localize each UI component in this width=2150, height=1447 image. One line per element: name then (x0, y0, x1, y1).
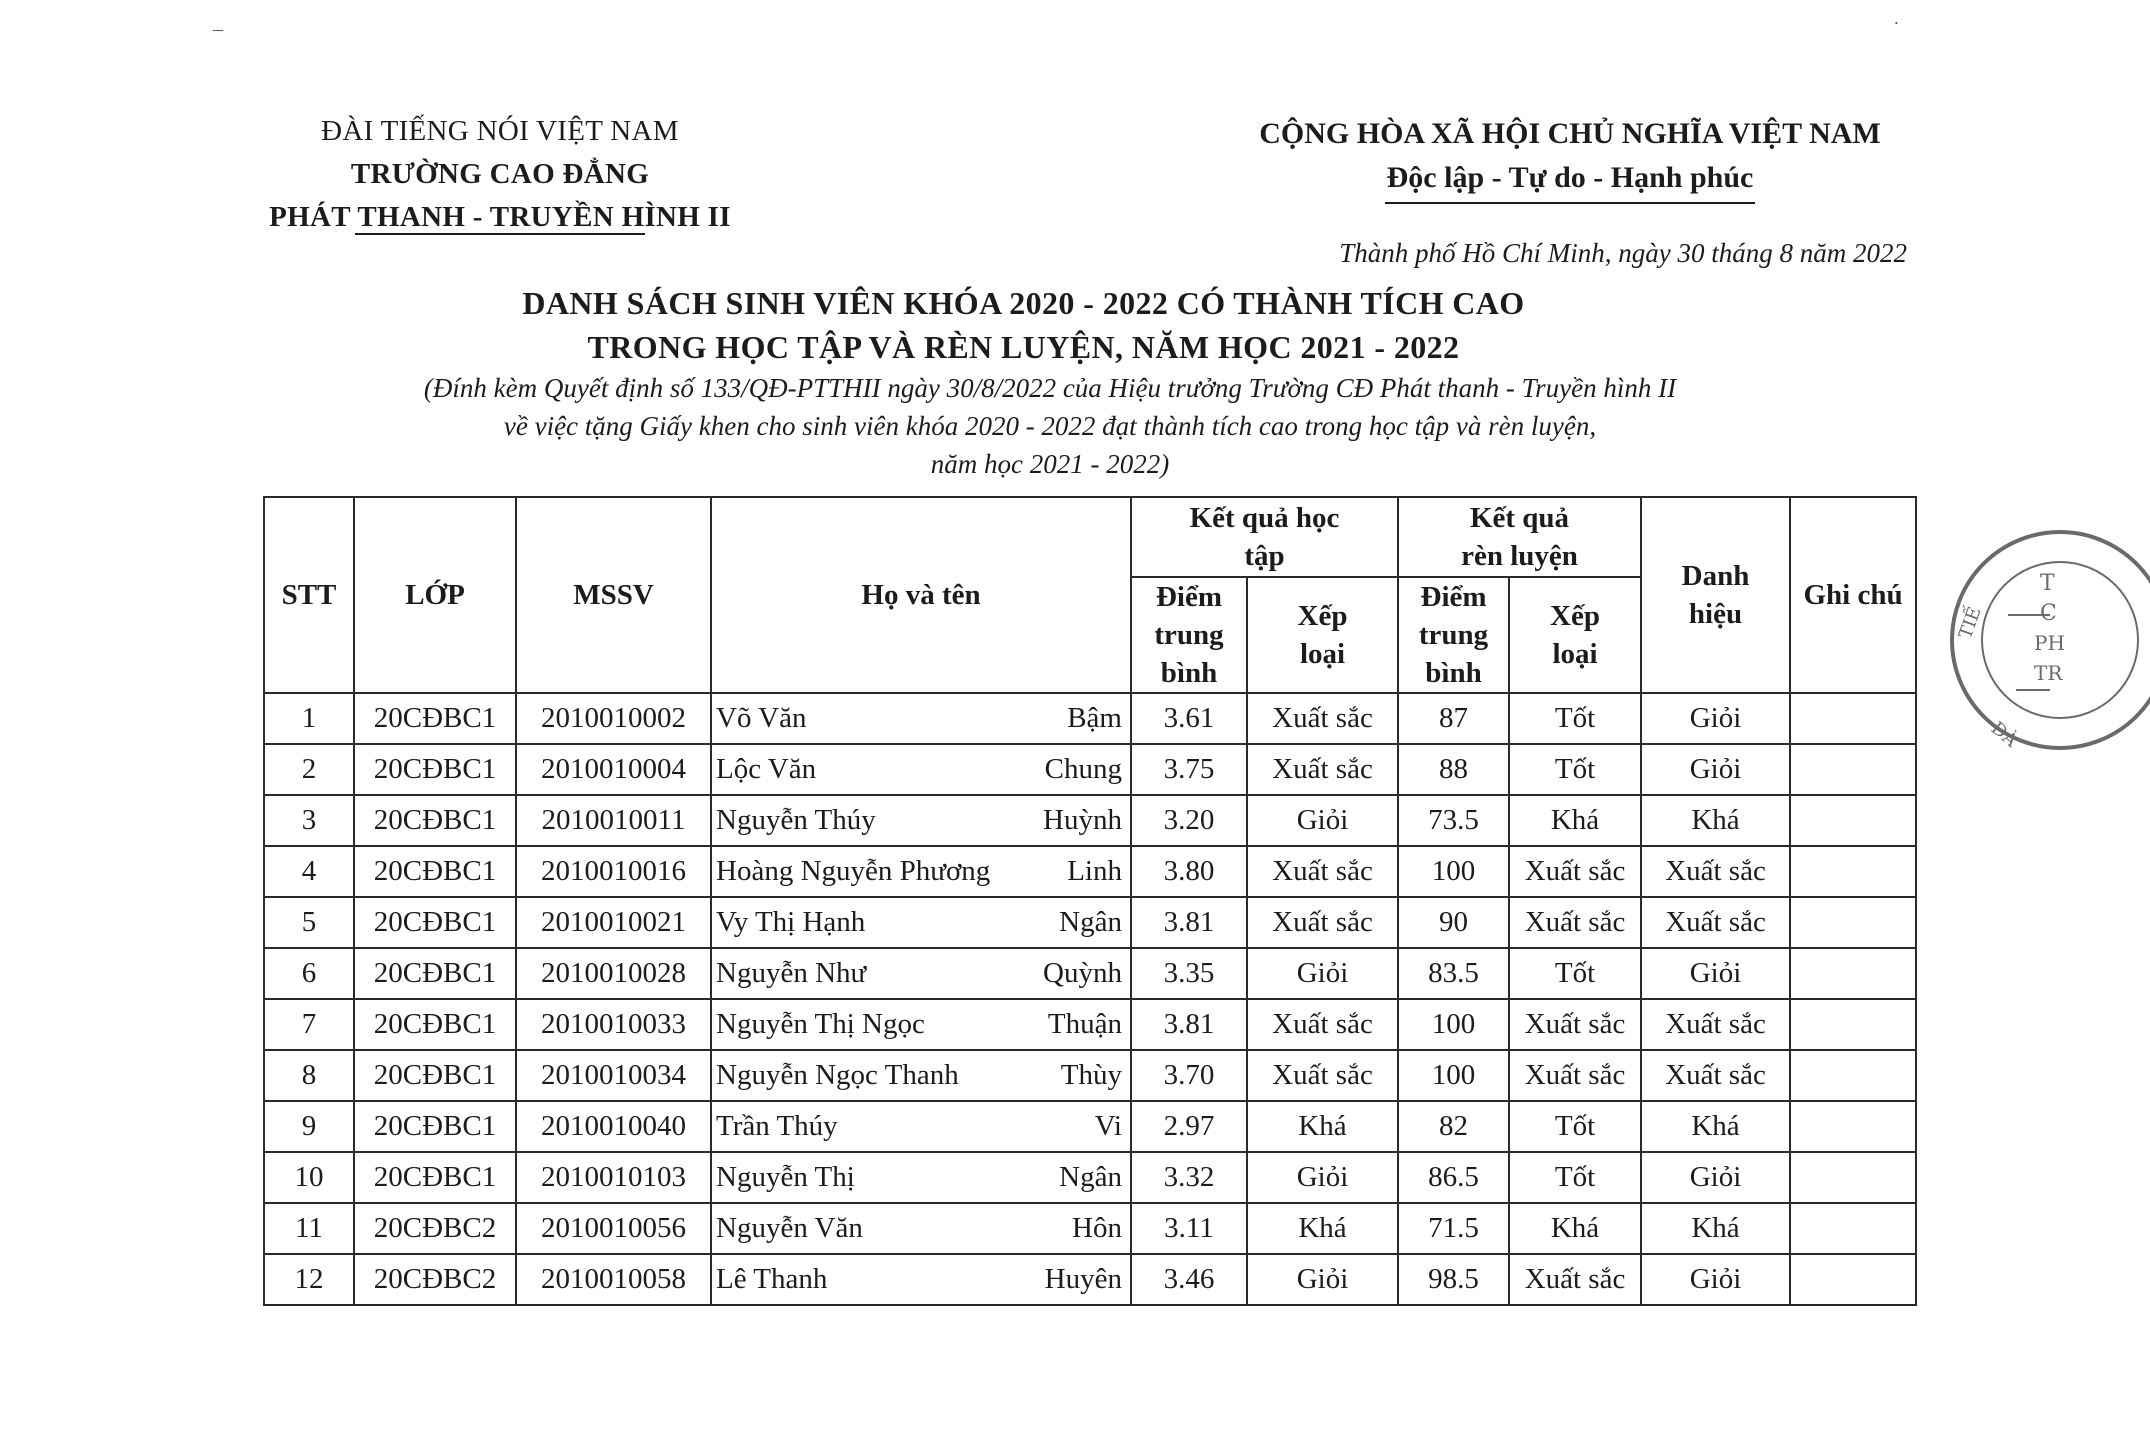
cell-xep-loai-hoc-tap: Xuất sắc (1247, 897, 1398, 948)
cell-danh-hieu: Xuất sắc (1641, 1050, 1790, 1101)
given-name: Hôn (1072, 1212, 1122, 1244)
cell-ghi-chu (1790, 1254, 1916, 1305)
scan-mark: – (213, 18, 223, 40)
surname: Lộc Văn (716, 753, 817, 785)
table-row (264, 1101, 1916, 1152)
cell-diem-hoc-tap: 3.75 (1131, 744, 1247, 795)
surname: Nguyễn Như (716, 957, 867, 989)
document-title (0, 281, 2047, 369)
subtitle-line-3: năm học 2021 - 2022) (930, 449, 1170, 479)
cell-ho-ten (711, 795, 1131, 846)
col-diem-tb-ren-luyen: Điểm trung bình (1398, 577, 1509, 693)
cell-xep-loai-ren-luyen: Xuất sắc (1509, 846, 1641, 897)
cell-mssv: 2010010103 (516, 1152, 711, 1203)
cell-mssv: 2010010016 (516, 846, 711, 897)
cell-xep-loai-ren-luyen: Tốt (1509, 744, 1641, 795)
document-subtitle (300, 369, 1800, 483)
table-row (264, 897, 1916, 948)
subtitle-line-2: về việc tặng Giấy khen cho sinh viên khóa 2020 - 2022 đạt thành tích cao trong học tập và rèn luyện, (503, 411, 1597, 441)
svg-text:TR: TR (2034, 661, 2063, 685)
cell-xep-loai-hoc-tap: Xuất sắc (1247, 744, 1398, 795)
surname: Võ Văn (716, 702, 807, 734)
cell-danh-hieu: Xuất sắc (1641, 846, 1790, 897)
col-mssv: MSSV (516, 497, 711, 693)
col-lop: LỚP (354, 497, 516, 693)
table-row (264, 1203, 1916, 1254)
cell-mssv: 2010010034 (516, 1050, 711, 1101)
cell-diem-hoc-tap: 3.80 (1131, 846, 1247, 897)
surname: Lê Thanh (716, 1263, 828, 1295)
table-row (264, 744, 1916, 795)
cell-mssv: 2010010011 (516, 795, 711, 846)
cell-stt: 10 (264, 1152, 354, 1203)
title-line-1: DANH SÁCH SINH VIÊN KHÓA 2020 - 2022 CÓ THÀNH TÍCH CAO (522, 285, 1525, 321)
cell-mssv: 2010010033 (516, 999, 711, 1050)
cell-stt: 11 (264, 1203, 354, 1254)
col-ghi-chu: Ghi chú (1790, 497, 1916, 693)
cell-ghi-chu (1790, 1050, 1916, 1101)
cell-xep-loai-hoc-tap: Giỏi (1247, 795, 1398, 846)
cell-ghi-chu (1790, 1101, 1916, 1152)
col-ket-qua-ren-luyen: Kết quả rèn luyện (1398, 497, 1641, 577)
table-row (264, 795, 1916, 846)
cell-xep-loai-hoc-tap: Giỏi (1247, 1254, 1398, 1305)
given-name: Vi (1094, 1110, 1122, 1142)
students-table (263, 496, 1917, 1306)
subtitle-line-1: (Đính kèm Quyết định số 133/QĐ-PTTHII ngày 30/8/2022 của Hiệu trưởng Trường CĐ Phát thanh - Truyền hình II (423, 373, 1677, 403)
cell-ho-ten (711, 897, 1131, 948)
full-name (716, 702, 1130, 735)
cell-ghi-chu (1790, 744, 1916, 795)
surname: Trần Thúy (716, 1110, 838, 1142)
cell-ho-ten (711, 744, 1131, 795)
cell-ghi-chu (1790, 795, 1916, 846)
given-name: Thuận (1047, 1008, 1122, 1040)
cell-xep-loai-ren-luyen: Tốt (1509, 693, 1641, 744)
cell-danh-hieu: Giỏi (1641, 1152, 1790, 1203)
cell-lop: 20CĐBC2 (354, 1203, 516, 1254)
cell-ghi-chu (1790, 693, 1916, 744)
cell-ghi-chu (1790, 897, 1916, 948)
col-diem-tb-hoc-tap: Điểm trung bình (1131, 577, 1247, 693)
full-name (716, 1263, 1130, 1296)
cell-diem-hoc-tap: 3.32 (1131, 1152, 1247, 1203)
given-name: Linh (1067, 855, 1122, 887)
cell-stt: 1 (264, 693, 354, 744)
cell-diem-ren-luyen: 82 (1398, 1101, 1509, 1152)
cell-diem-ren-luyen: 100 (1398, 1050, 1509, 1101)
cell-stt: 2 (264, 744, 354, 795)
svg-text:ĐÀ: ĐÀ (1986, 717, 2022, 752)
cell-xep-loai-hoc-tap: Xuất sắc (1247, 693, 1398, 744)
cell-ghi-chu (1790, 1152, 1916, 1203)
cell-ho-ten (711, 846, 1131, 897)
cell-stt: 6 (264, 948, 354, 999)
cell-ho-ten (711, 693, 1131, 744)
cell-diem-ren-luyen: 86.5 (1398, 1152, 1509, 1203)
cell-ho-ten (711, 948, 1131, 999)
cell-danh-hieu: Khá (1641, 1101, 1790, 1152)
nation-motto: Độc lập - Tự do - Hạnh phúc (1385, 156, 1756, 204)
table-row (264, 846, 1916, 897)
cell-mssv: 2010010002 (516, 693, 711, 744)
cell-diem-ren-luyen: 98.5 (1398, 1254, 1509, 1305)
cell-lop: 20CĐBC1 (354, 948, 516, 999)
col-xep-loai-ren-luyen: Xếp loại (1509, 577, 1641, 693)
cell-diem-ren-luyen: 88 (1398, 744, 1509, 795)
cell-ghi-chu (1790, 846, 1916, 897)
full-name (716, 753, 1130, 786)
cell-diem-ren-luyen: 83.5 (1398, 948, 1509, 999)
cell-xep-loai-hoc-tap: Xuất sắc (1247, 1050, 1398, 1101)
cell-lop: 20CĐBC1 (354, 1152, 516, 1203)
full-name (716, 1161, 1130, 1194)
cell-xep-loai-hoc-tap: Giỏi (1247, 948, 1398, 999)
cell-xep-loai-ren-luyen: Tốt (1509, 948, 1641, 999)
cell-stt: 7 (264, 999, 354, 1050)
cell-xep-loai-ren-luyen: Xuất sắc (1509, 1254, 1641, 1305)
cell-xep-loai-ren-luyen: Xuất sắc (1509, 1050, 1641, 1101)
cell-mssv: 2010010021 (516, 897, 711, 948)
cell-mssv: 2010010040 (516, 1101, 711, 1152)
col-stt: STT (264, 497, 354, 693)
cell-ghi-chu (1790, 999, 1916, 1050)
table-row (264, 1152, 1916, 1203)
cell-ghi-chu (1790, 948, 1916, 999)
col-ket-qua-hoc-tap: Kết quả học tập (1131, 497, 1398, 577)
cell-xep-loai-hoc-tap: Khá (1247, 1203, 1398, 1254)
cell-diem-hoc-tap: 3.61 (1131, 693, 1247, 744)
cell-stt: 9 (264, 1101, 354, 1152)
cell-stt: 12 (264, 1254, 354, 1305)
surname: Hoàng Nguyễn Phương (716, 855, 991, 887)
cell-danh-hieu: Giỏi (1641, 1254, 1790, 1305)
header-row-1 (264, 497, 1916, 577)
cell-diem-ren-luyen: 73.5 (1398, 795, 1509, 846)
given-name: Chung (1044, 753, 1122, 785)
cell-diem-ren-luyen: 87 (1398, 693, 1509, 744)
cell-xep-loai-hoc-tap: Xuất sắc (1247, 999, 1398, 1050)
cell-ho-ten (711, 1254, 1131, 1305)
cell-danh-hieu: Giỏi (1641, 693, 1790, 744)
cell-stt: 8 (264, 1050, 354, 1101)
cell-stt: 4 (264, 846, 354, 897)
cell-diem-ren-luyen: 90 (1398, 897, 1509, 948)
svg-text:PH: PH (2034, 631, 2065, 655)
surname: Vy Thị Hạnh (716, 906, 866, 938)
cell-xep-loai-ren-luyen: Khá (1509, 795, 1641, 846)
title-line-2: TRONG HỌC TẬP VÀ RÈN LUYỆN, NĂM HỌC 2021 - 2022 (587, 329, 1460, 365)
surname: Nguyễn Ngọc Thanh (716, 1059, 959, 1091)
org-line-2: TRƯỜNG CAO ĐẲNG (350, 158, 650, 190)
given-name: Ngân (1059, 1161, 1122, 1193)
surname: Nguyễn Thị Ngọc (716, 1008, 925, 1040)
table-body (264, 693, 1916, 1305)
full-name (716, 906, 1130, 939)
cell-stt: 3 (264, 795, 354, 846)
cell-mssv: 2010010004 (516, 744, 711, 795)
cell-danh-hieu: Khá (1641, 1203, 1790, 1254)
organization-header (230, 110, 770, 235)
cell-xep-loai-ren-luyen: Tốt (1509, 1101, 1641, 1152)
cell-diem-ren-luyen: 100 (1398, 999, 1509, 1050)
cell-ghi-chu (1790, 1203, 1916, 1254)
cell-xep-loai-ren-luyen: Xuất sắc (1509, 999, 1641, 1050)
cell-xep-loai-hoc-tap: Xuất sắc (1247, 846, 1398, 897)
table-row (264, 948, 1916, 999)
cell-ho-ten (711, 999, 1131, 1050)
svg-text:C: C (2040, 601, 2057, 626)
org-line-1: ĐÀI TIẾNG NÓI VIỆT NAM (321, 115, 679, 147)
cell-diem-hoc-tap: 3.20 (1131, 795, 1247, 846)
cell-danh-hieu: Xuất sắc (1641, 897, 1790, 948)
cell-diem-ren-luyen: 100 (1398, 846, 1509, 897)
official-seal (1950, 520, 2150, 760)
org-line-3-text: PHÁT THANH - TRUYỀN HÌNH II (269, 201, 731, 233)
full-name (716, 855, 1130, 888)
cell-diem-hoc-tap: 3.11 (1131, 1203, 1247, 1254)
cell-mssv: 2010010058 (516, 1254, 711, 1305)
dateline: Thành phố Hồ Chí Minh, ngày 30 tháng 8 năm 2022 (1339, 238, 1907, 268)
cell-lop: 20CĐBC1 (354, 1101, 516, 1152)
given-name: Ngân (1059, 906, 1122, 938)
scan-mark: ˙ (1893, 18, 1900, 40)
cell-diem-hoc-tap: 2.97 (1131, 1101, 1247, 1152)
cell-diem-hoc-tap: 3.81 (1131, 999, 1247, 1050)
table-row (264, 999, 1916, 1050)
cell-danh-hieu: Xuất sắc (1641, 999, 1790, 1050)
cell-lop: 20CĐBC1 (354, 897, 516, 948)
cell-xep-loai-ren-luyen: Tốt (1509, 1152, 1641, 1203)
org-line-3 (230, 196, 770, 239)
cell-lop: 20CĐBC1 (354, 744, 516, 795)
cell-diem-ren-luyen: 71.5 (1398, 1203, 1509, 1254)
col-danh-hieu: Danh hiệu (1641, 497, 1790, 693)
cell-xep-loai-hoc-tap: Giỏi (1247, 1152, 1398, 1203)
cell-xep-loai-ren-luyen: Khá (1509, 1203, 1641, 1254)
cell-diem-hoc-tap: 3.81 (1131, 897, 1247, 948)
cell-ho-ten (711, 1050, 1131, 1101)
cell-ho-ten (711, 1203, 1131, 1254)
surname: Nguyễn Văn (716, 1212, 863, 1244)
nation-name: CỘNG HÒA XÃ HỘI CHỦ NGHĨA VIỆT NAM (1259, 117, 1881, 150)
cell-lop: 20CĐBC1 (354, 795, 516, 846)
given-name: Huỳnh (1043, 804, 1122, 836)
seal-graphic (1950, 520, 2150, 760)
cell-lop: 20CĐBC1 (354, 846, 516, 897)
cell-lop: 20CĐBC1 (354, 1050, 516, 1101)
col-ho-ten: Họ và tên (711, 497, 1131, 693)
table-row (264, 693, 1916, 744)
full-name (716, 957, 1130, 990)
surname: Nguyễn Thúy (716, 804, 876, 836)
cell-danh-hieu: Giỏi (1641, 948, 1790, 999)
given-name: Thùy (1060, 1059, 1122, 1091)
cell-lop: 20CĐBC1 (354, 693, 516, 744)
cell-diem-hoc-tap: 3.35 (1131, 948, 1247, 999)
cell-danh-hieu: Giỏi (1641, 744, 1790, 795)
given-name: Bậm (1067, 702, 1122, 734)
cell-xep-loai-hoc-tap: Khá (1247, 1101, 1398, 1152)
cell-diem-hoc-tap: 3.70 (1131, 1050, 1247, 1101)
given-name: Quỳnh (1043, 957, 1122, 989)
surname: Nguyễn Thị (716, 1161, 855, 1193)
svg-text:T: T (2040, 571, 2055, 596)
national-header (1230, 112, 1910, 204)
col-xep-loai-hoc-tap: Xếp loại (1247, 577, 1398, 693)
table-row (264, 1050, 1916, 1101)
cell-lop: 20CĐBC2 (354, 1254, 516, 1305)
cell-stt: 5 (264, 897, 354, 948)
full-name (716, 1059, 1130, 1092)
cell-lop: 20CĐBC1 (354, 999, 516, 1050)
cell-ho-ten (711, 1152, 1131, 1203)
full-name (716, 804, 1130, 837)
cell-danh-hieu: Khá (1641, 795, 1790, 846)
full-name (716, 1008, 1130, 1041)
cell-mssv: 2010010028 (516, 948, 711, 999)
cell-xep-loai-ren-luyen: Xuất sắc (1509, 897, 1641, 948)
table-row (264, 1254, 1916, 1305)
cell-ho-ten (711, 1101, 1131, 1152)
cell-diem-hoc-tap: 3.46 (1131, 1254, 1247, 1305)
full-name (716, 1212, 1130, 1245)
given-name: Huyên (1044, 1263, 1122, 1295)
cell-mssv: 2010010056 (516, 1203, 711, 1254)
full-name (716, 1110, 1130, 1143)
svg-text:TIẾ: TIẾ (1954, 604, 1986, 642)
